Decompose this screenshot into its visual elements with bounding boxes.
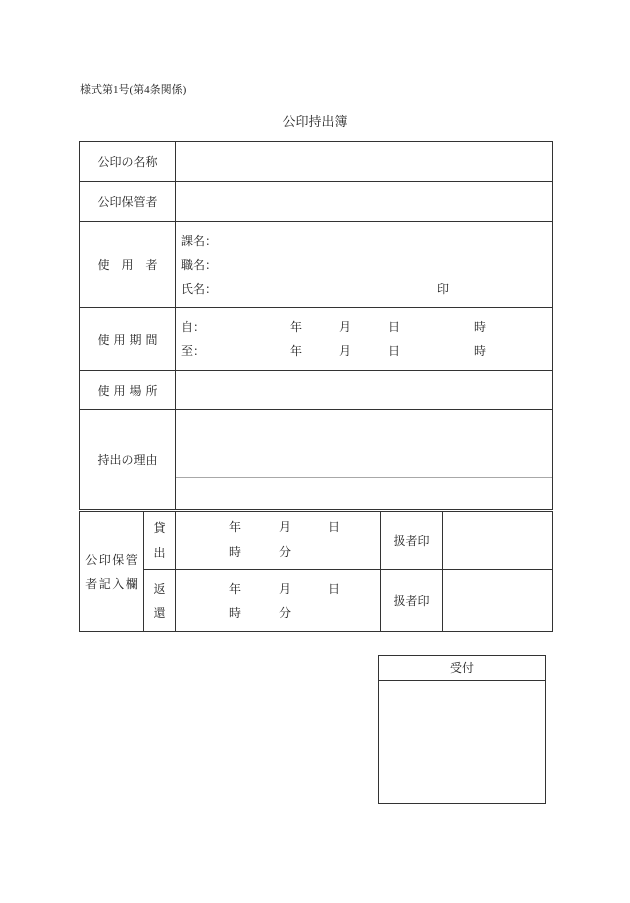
custodian-row bbox=[80, 182, 553, 222]
period-to-month: 月 bbox=[339, 343, 352, 358]
custodian-section-label-line-2: 者記入欄 bbox=[85, 576, 140, 591]
place-value-cell bbox=[176, 371, 553, 410]
seal-name-label: 公印の名称 bbox=[80, 142, 176, 182]
return-datetime-cell bbox=[176, 570, 381, 632]
department-label: 課名： bbox=[181, 233, 218, 248]
lending-row bbox=[80, 511, 553, 570]
lending-year: 年 bbox=[229, 519, 242, 534]
period-from-hour: 時 bbox=[474, 319, 487, 334]
period-to-prefix: 至： bbox=[181, 343, 206, 358]
period-details-cell bbox=[176, 308, 553, 371]
reception-label: 受付 bbox=[379, 656, 545, 681]
reason-row bbox=[80, 410, 553, 510]
return-month: 月 bbox=[279, 581, 292, 596]
lending-datetime-cell bbox=[176, 511, 381, 570]
custodian-label: 公印保管者 bbox=[80, 182, 176, 222]
custodian-section-label-line-1: 公印保管 bbox=[85, 552, 140, 567]
seal-name-value-cell bbox=[176, 142, 553, 182]
name-label: 氏名： bbox=[181, 281, 218, 296]
period-from-year: 年 bbox=[290, 319, 303, 334]
seal-mark: 印 bbox=[437, 281, 450, 296]
return-label-char-2: 還 bbox=[153, 605, 166, 620]
return-day: 日 bbox=[328, 581, 341, 596]
return-minute: 分 bbox=[279, 605, 292, 620]
position-label: 職名： bbox=[181, 257, 218, 272]
return-hour: 時 bbox=[229, 605, 242, 620]
period-row bbox=[80, 308, 553, 371]
lending-minute: 分 bbox=[279, 544, 292, 559]
lending-label bbox=[144, 511, 176, 570]
return-label-char-1: 返 bbox=[153, 581, 166, 596]
reason-divider-line bbox=[176, 477, 552, 478]
custodian-record-table bbox=[79, 509, 553, 632]
place-label: 使用場所 bbox=[80, 371, 176, 410]
period-to-year: 年 bbox=[290, 343, 303, 358]
lending-handler-seal-label: 扱者印 bbox=[381, 511, 443, 570]
user-label: 使用者 bbox=[80, 222, 176, 308]
return-year: 年 bbox=[229, 581, 242, 596]
period-to-hour: 時 bbox=[474, 343, 487, 358]
lending-handler-seal-cell bbox=[443, 511, 553, 570]
lending-month: 月 bbox=[279, 519, 292, 534]
return-label bbox=[144, 570, 176, 632]
period-to-day: 日 bbox=[388, 343, 401, 358]
return-handler-seal-label: 扱者印 bbox=[381, 570, 443, 632]
lending-label-char-1: 貸 bbox=[153, 520, 166, 535]
period-from-day: 日 bbox=[388, 319, 401, 334]
lending-day: 日 bbox=[328, 519, 341, 534]
period-label: 使用期間 bbox=[80, 308, 176, 371]
place-row bbox=[80, 371, 553, 410]
page-title: 公印持出簿 bbox=[282, 114, 348, 129]
return-handler-seal-cell bbox=[443, 570, 553, 632]
custodian-value-cell bbox=[176, 182, 553, 222]
custodian-section-label bbox=[80, 511, 144, 632]
seal-name-row bbox=[80, 142, 553, 182]
period-from-prefix: 自： bbox=[181, 319, 206, 334]
form-number: 様式第1号(第4条関係) bbox=[80, 84, 187, 96]
reason-value-cell bbox=[176, 410, 553, 510]
reception-box bbox=[378, 655, 546, 804]
seal-checkout-table bbox=[79, 141, 553, 510]
lending-hour: 時 bbox=[229, 544, 242, 559]
period-from-month: 月 bbox=[339, 319, 352, 334]
return-row bbox=[80, 570, 553, 632]
user-details-cell bbox=[176, 222, 553, 308]
user-row bbox=[80, 222, 553, 308]
reason-label: 持出の理由 bbox=[80, 410, 176, 510]
lending-label-char-2: 出 bbox=[153, 545, 166, 560]
